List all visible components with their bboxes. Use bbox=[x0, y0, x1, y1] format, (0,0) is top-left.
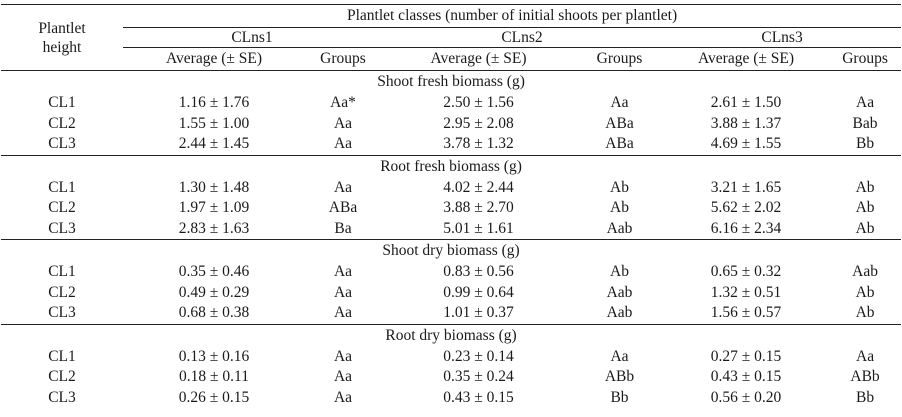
groups-cell: ABb bbox=[604, 368, 635, 386]
groups-cell: Aa bbox=[333, 114, 353, 132]
section-title: Root dry biomass (g) bbox=[1, 324, 901, 347]
section-title: Shoot fresh biomass (g) bbox=[377, 73, 525, 90]
class-header-1: CLns1 bbox=[123, 28, 381, 48]
table-row bbox=[1, 388, 901, 409]
groups-cell: Aa bbox=[610, 347, 629, 365]
average-cell: 0.65 ± 0.32 bbox=[710, 263, 782, 281]
plantlet-height-cell: CL2 bbox=[48, 368, 76, 386]
groups-cell: Aa bbox=[856, 94, 875, 112]
table-row bbox=[1, 347, 901, 368]
section-title-row bbox=[1, 71, 901, 94]
stub-header bbox=[1, 5, 123, 71]
average-cell: 3.88 ± 2.70 bbox=[443, 199, 514, 217]
groups-cell: Aab bbox=[606, 304, 633, 322]
groups-cell: ABa bbox=[328, 199, 358, 217]
groups-cell: Aab bbox=[606, 283, 633, 301]
groups-header-3: Groups bbox=[829, 48, 901, 71]
section-title-row bbox=[1, 240, 901, 263]
plantlet-height-cell: CL1 bbox=[48, 178, 76, 196]
average-cell: 0.68 ± 0.38 bbox=[178, 304, 250, 322]
average-cell: 0.35 ± 0.46 bbox=[178, 263, 250, 281]
avg-header-1: Average (± SE) bbox=[123, 48, 305, 71]
average-cell: 1.97 ± 1.09 bbox=[178, 199, 250, 217]
groups-cell: Ba bbox=[334, 219, 352, 237]
groups-cell: Ab bbox=[855, 304, 875, 322]
section-title: Root fresh biomass (g) bbox=[1, 155, 901, 178]
groups-cell: Ab bbox=[610, 178, 629, 196]
average-cell: 5.62 ± 2.02 bbox=[710, 199, 782, 217]
groups-cell: Aa bbox=[333, 304, 353, 322]
groups-cell: Aa bbox=[333, 178, 353, 196]
plantlet-height-cell: CL3 bbox=[48, 388, 76, 406]
average-cell: 1.16 ± 1.76 bbox=[178, 94, 250, 112]
average-cell: 0.26 ± 0.15 bbox=[178, 388, 250, 406]
plantlet-height-cell: CL2 bbox=[48, 199, 76, 217]
average-cell: 3.88 ± 1.37 bbox=[710, 114, 782, 132]
table-row bbox=[1, 198, 901, 219]
groups-cell: Aa bbox=[856, 347, 875, 365]
groups-cell: Aa bbox=[333, 283, 353, 301]
groups-cell: ABb bbox=[850, 368, 880, 386]
average-cell: 5.01 ± 1.61 bbox=[443, 219, 514, 237]
average-cell: 0.43 ± 0.15 bbox=[710, 368, 782, 386]
table-body bbox=[1, 71, 901, 409]
plantlet-height-cell: CL2 bbox=[48, 283, 76, 301]
biomass-table bbox=[1, 4, 901, 408]
average-cell: 0.13 ± 0.16 bbox=[178, 347, 250, 365]
average-cell: 1.55 ± 1.00 bbox=[178, 114, 250, 132]
average-cell: 2.44 ± 1.45 bbox=[178, 135, 250, 153]
groups-cell: Aa* bbox=[330, 94, 356, 112]
average-cell: 1.32 ± 0.51 bbox=[710, 283, 782, 301]
average-cell: 1.30 ± 1.48 bbox=[178, 178, 250, 196]
table-row bbox=[1, 262, 901, 283]
average-cell: 2.83 ± 1.63 bbox=[178, 219, 250, 237]
groups-cell: Bb bbox=[855, 388, 875, 406]
groups-cell: Ab bbox=[855, 199, 875, 217]
groups-cell: Aa bbox=[610, 94, 629, 112]
table-row bbox=[1, 178, 901, 199]
plantlet-height-cell: CL1 bbox=[48, 263, 76, 281]
average-cell: 0.35 ± 0.24 bbox=[443, 368, 514, 386]
average-cell: 3.21 ± 1.65 bbox=[710, 178, 782, 196]
avg-header-3: Average (± SE) bbox=[663, 48, 829, 71]
groups-cell: Aa bbox=[333, 135, 353, 153]
groups-cell: Ab bbox=[855, 178, 875, 196]
class-header-3: CLns3 bbox=[663, 28, 901, 48]
average-cell: 2.61 ± 1.50 bbox=[710, 94, 782, 112]
stub-header-label: Plantlet height bbox=[38, 19, 86, 56]
average-cell: 6.16 ± 2.34 bbox=[710, 219, 782, 237]
average-cell: 4.02 ± 2.44 bbox=[443, 178, 514, 196]
table-row bbox=[1, 219, 901, 240]
groups-cell: Aa bbox=[333, 388, 353, 406]
plantlet-height-cell: CL3 bbox=[48, 135, 76, 153]
groups-cell: ABa bbox=[605, 135, 634, 153]
avg-header-2: Average (± SE) bbox=[381, 48, 576, 71]
plantlet-height-cell: CL1 bbox=[48, 347, 76, 365]
average-cell: 0.27 ± 0.15 bbox=[710, 347, 782, 365]
groups-cell: ABa bbox=[605, 114, 634, 132]
groups-cell: Aa bbox=[333, 368, 353, 386]
table-row bbox=[1, 114, 901, 135]
groups-cell: Bb bbox=[610, 388, 629, 406]
table-row bbox=[1, 134, 901, 155]
section-title-row bbox=[1, 155, 901, 178]
spanner-header: Plantlet classes (number of initial shoots per plantlet) bbox=[123, 5, 901, 28]
groups-cell: Ab bbox=[610, 199, 629, 217]
table-row bbox=[1, 93, 901, 114]
average-cell: 4.69 ± 1.55 bbox=[710, 135, 782, 153]
table-row bbox=[1, 283, 901, 304]
groups-cell: Ab bbox=[855, 283, 875, 301]
average-cell: 0.23 ± 0.14 bbox=[443, 347, 514, 365]
average-cell: 0.43 ± 0.15 bbox=[443, 388, 514, 406]
average-cell: 1.56 ± 0.57 bbox=[710, 304, 782, 322]
groups-header-1: Groups bbox=[305, 48, 381, 71]
section-title: Shoot dry biomass (g) bbox=[1, 240, 901, 263]
groups-cell: Ab bbox=[855, 219, 875, 237]
average-cell: 3.78 ± 1.32 bbox=[443, 135, 514, 153]
groups-cell: Aab bbox=[606, 219, 633, 237]
groups-header-2: Groups bbox=[576, 48, 663, 71]
groups-cell: Aa bbox=[333, 347, 353, 365]
data-table-container bbox=[0, 4, 902, 417]
table-row bbox=[1, 367, 901, 388]
average-cell: 0.56 ± 0.20 bbox=[710, 388, 782, 406]
table-row bbox=[1, 303, 901, 324]
average-cell: 2.50 ± 1.56 bbox=[443, 94, 514, 112]
groups-cell: Bb bbox=[855, 135, 875, 153]
average-cell: 0.99 ± 0.64 bbox=[443, 283, 514, 301]
average-cell: 0.49 ± 0.29 bbox=[178, 283, 250, 301]
average-cell: 0.18 ± 0.11 bbox=[179, 368, 249, 386]
class-header-2: CLns2 bbox=[381, 28, 663, 48]
average-cell: 2.95 ± 2.08 bbox=[443, 114, 514, 132]
plantlet-height-cell: CL2 bbox=[48, 114, 76, 132]
groups-cell: Aa bbox=[333, 263, 353, 281]
average-cell: 0.83 ± 0.56 bbox=[443, 263, 514, 281]
groups-cell: Bab bbox=[852, 114, 878, 132]
plantlet-height-cell: CL1 bbox=[48, 94, 76, 112]
section-title-row bbox=[1, 324, 901, 347]
plantlet-height-cell: CL3 bbox=[48, 304, 76, 322]
groups-cell: Ab bbox=[610, 263, 629, 281]
plantlet-height-cell: CL3 bbox=[48, 219, 76, 237]
groups-cell: Aab bbox=[852, 263, 878, 281]
average-cell: 1.01 ± 0.37 bbox=[443, 304, 514, 322]
